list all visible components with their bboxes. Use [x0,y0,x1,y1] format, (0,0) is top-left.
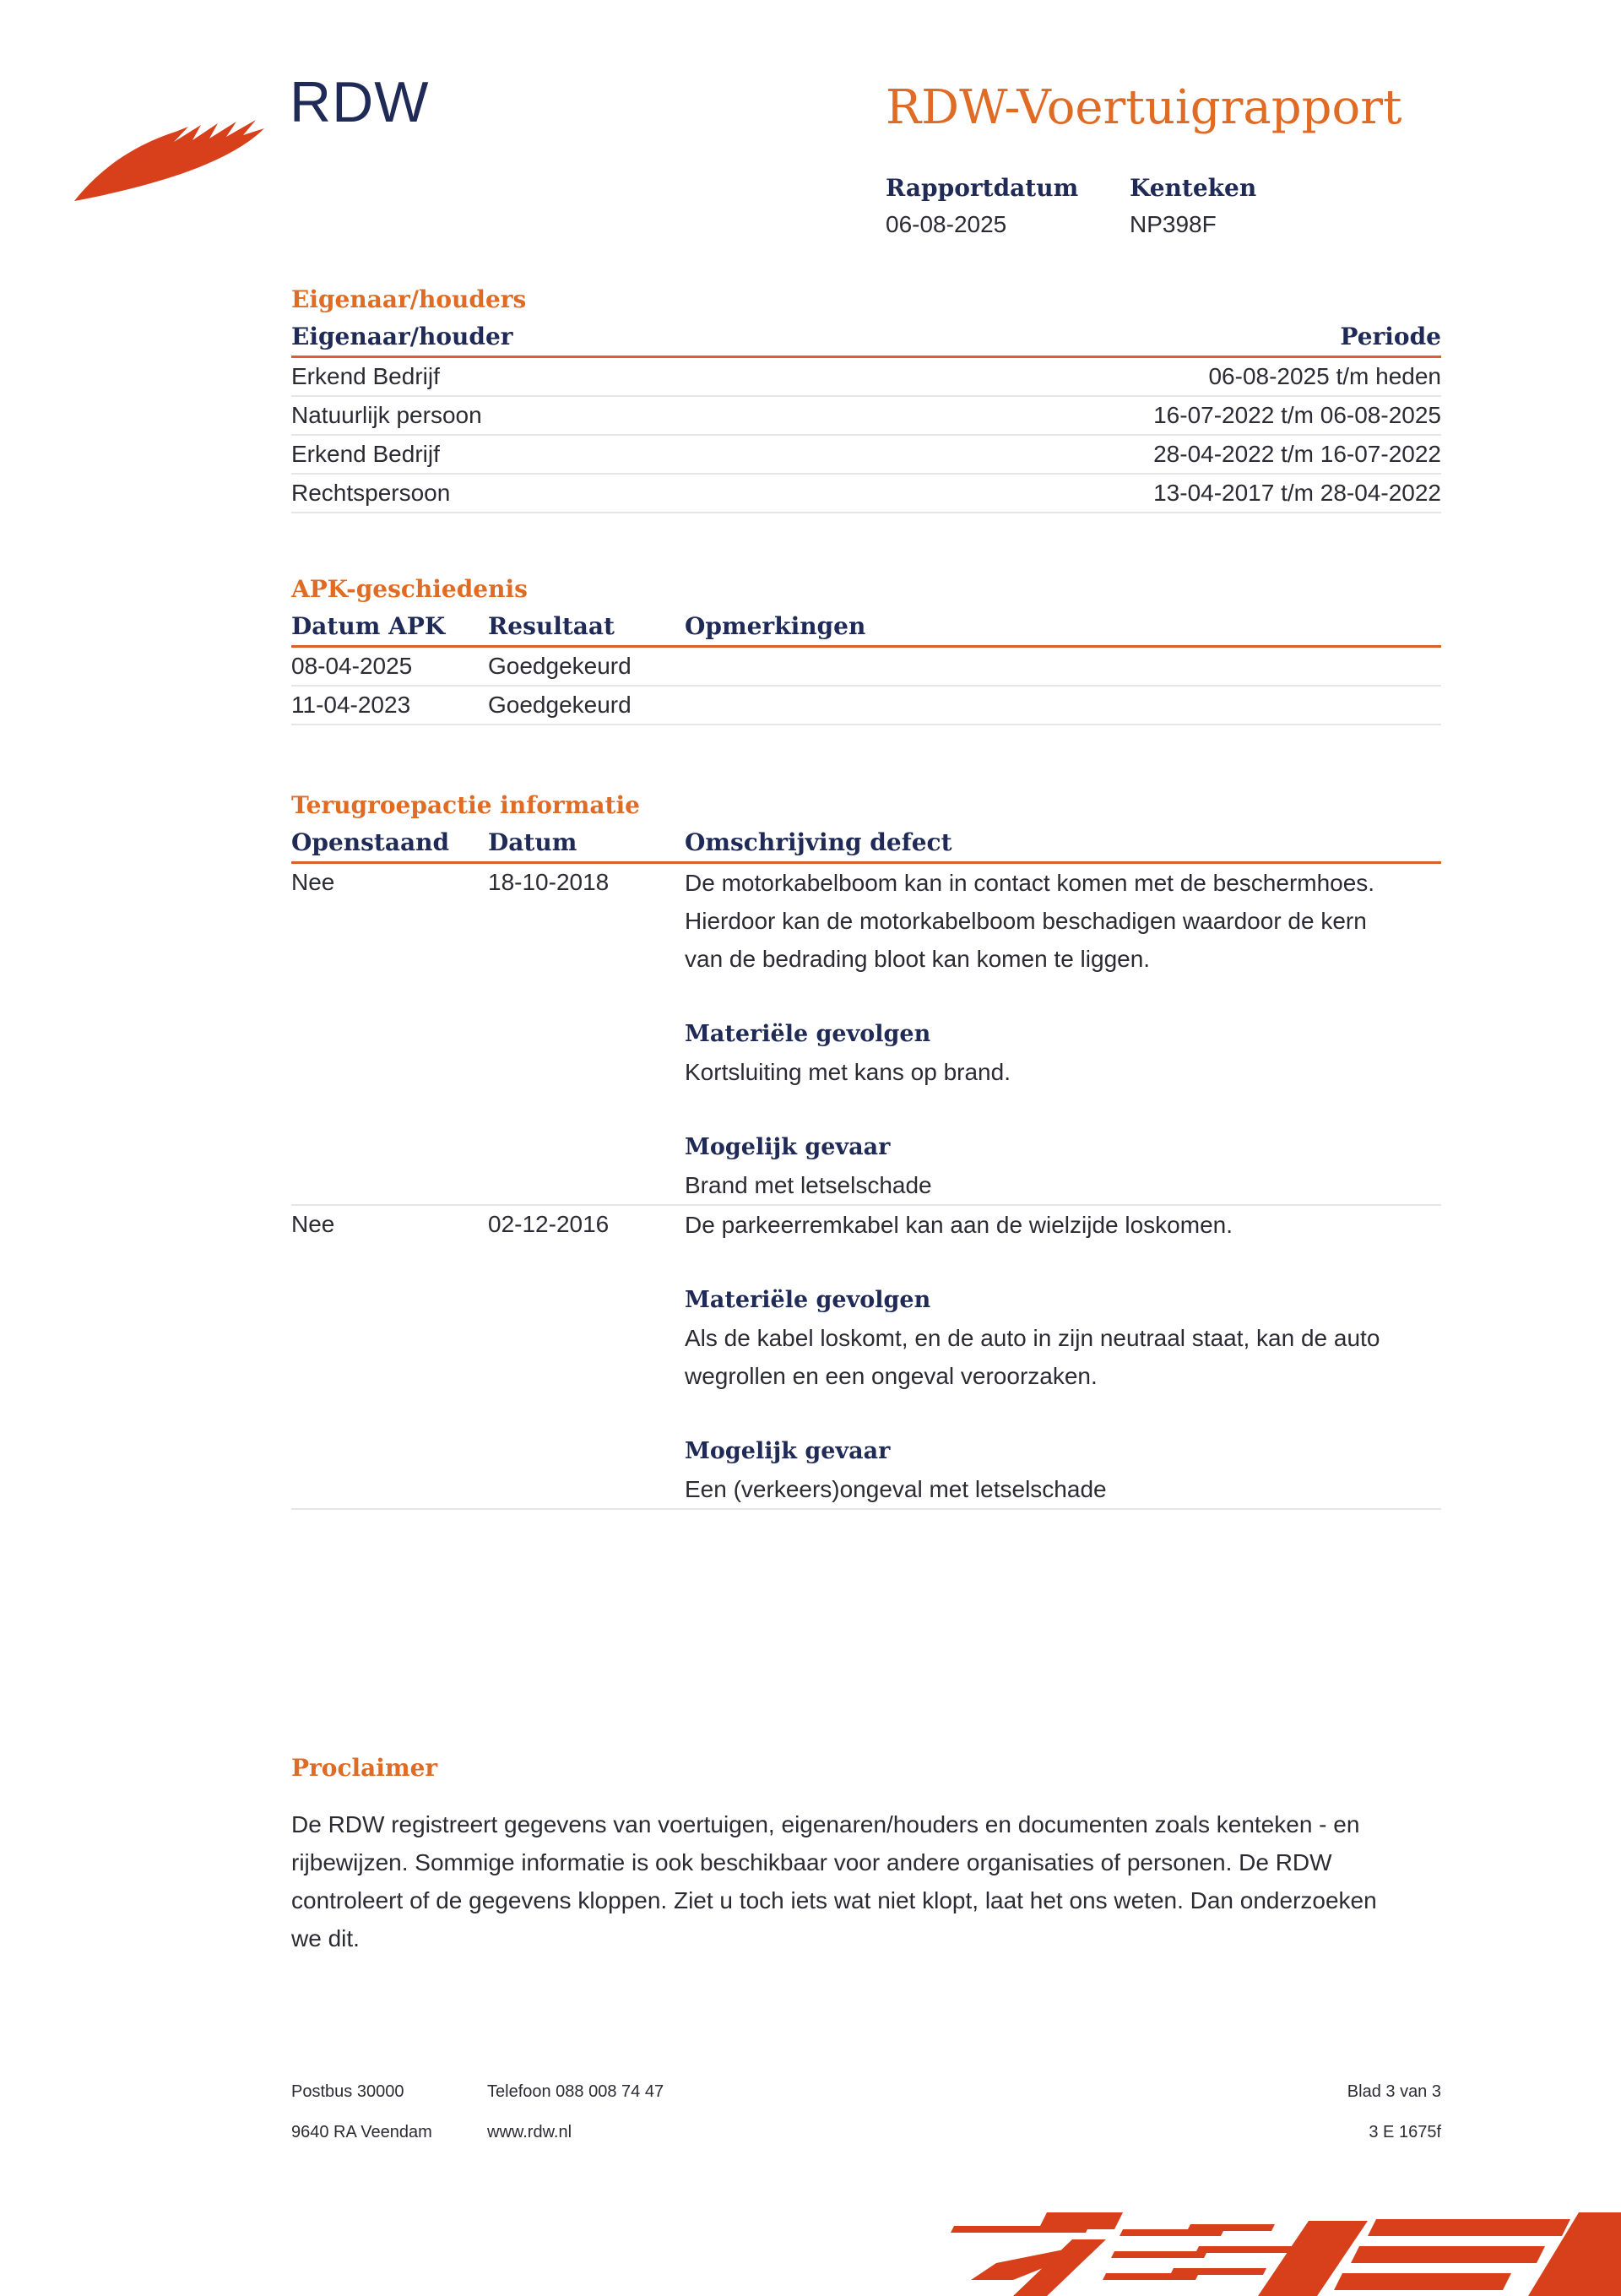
recall-table-header [291,824,1441,864]
rdw-wing-logo-icon [74,101,264,207]
recall-open: Nee [291,1211,335,1237]
footer-website[interactable]: www.rdw.nl [487,2123,572,2141]
footer-address-line-1: Postbus 30000 [291,2082,404,2101]
possible-danger-text: Brand met letselschade [685,1172,932,1198]
report-date-label: Rapportdatum [886,174,1079,202]
recall-date: 02-12-2016 [488,1211,610,1237]
apk-col-result: Resultaat [488,612,615,640]
apk-section-title: APK-geschiedenis [291,575,528,603]
report-date-value: 06-08-2025 [886,211,1007,237]
owner-period: 06-08-2025 t/m heden [1208,363,1441,389]
apk-col-date: Datum APK [291,612,446,640]
owner-period: 13-04-2017 t/m 28-04-2022 [1153,480,1441,506]
material-consequences-heading: Materiële gevolgen [685,1287,931,1313]
owner-period: 28-04-2022 t/m 16-07-2022 [1153,441,1441,467]
possible-danger-heading: Mogelijk gevaar [685,1134,891,1160]
table-row [291,436,1441,475]
material-consequences-text: Als de kabel loskomt, en de auto in zijn neutraal staat, kan de auto [685,1325,1380,1351]
owners-col-period: Periode [1340,323,1441,350]
recall-col-desc: Omschrijving defect [685,828,952,856]
owners-col-owner: Eigenaar/houder [291,323,513,350]
table-row [291,358,1441,397]
footer-phone: Telefoon 088 008 74 47 [487,2082,664,2101]
recall-section-title: Terugroepactie informatie [291,791,640,819]
proclaimer-line: rijbewijzen. Sommige informatie is ook beschikbaar voor andere organisaties of personen. De RDW [291,1849,1332,1875]
owners-table-header [291,318,1441,358]
apk-result: Goedgekeurd [488,692,632,718]
apk-date: 11-04-2023 [291,692,411,718]
apk-section [291,571,1441,725]
rdw-road-stripes-graphic [920,2196,1621,2296]
owner-type: Erkend Bedrijf [291,441,440,467]
recall-col-date: Datum [488,828,577,856]
table-row [291,687,1441,725]
plate-label: Kenteken [1130,174,1257,202]
proclaimer-line: De RDW registreert gegevens van voertuigen, eigenaren/houders en documenten zoals kenteken - en [291,1811,1360,1837]
proclaimer-title: Proclaimer [291,1754,438,1782]
plate-value: NP398F [1130,211,1217,237]
apk-col-remarks: Opmerkingen [685,612,866,640]
recall-date: 18-10-2018 [488,869,610,895]
footer-document-code: 3 E 1675f [1369,2123,1441,2141]
defect-text-line: De parkeerremkabel kan aan de wielzijde loskomen. [685,1212,1233,1238]
defect-text-line: De motorkabelboom kan in contact komen met de beschermhoes. [685,870,1375,896]
footer-address-line-2: 9640 RA Veendam [291,2123,432,2141]
owners-section [291,281,1441,513]
proclaimer-text [291,1805,1439,1957]
table-row [291,475,1441,513]
table-row [291,864,1441,1206]
apk-date: 08-04-2025 [291,653,413,679]
recall-col-open: Openstaand [291,828,450,856]
owner-type: Natuurlijk persoon [291,402,482,428]
table-row [291,1206,1441,1510]
defect-text-line: Hierdoor kan de motorkabelboom beschadigen waardoor de kern [685,908,1367,934]
material-consequences-text: wegrollen en een ongeval veroorzaken. [685,1363,1098,1389]
footer-page-number: Blad 3 van 3 [1347,2082,1441,2101]
recall-description [685,1206,1441,1508]
apk-remarks [685,687,1441,724]
proclaimer-line: we dit. [291,1925,360,1951]
table-row [291,648,1441,687]
proclaimer-line: controleert of de gegevens kloppen. Ziet u toch iets wat niet klopt, laat het ons weten. Dan onderzoeken [291,1887,1377,1913]
apk-result: Goedgekeurd [488,653,632,679]
document-title: RDW-Voertuigrapport [886,80,1402,135]
recall-open: Nee [291,869,335,895]
material-consequences-heading: Materiële gevolgen [685,1021,931,1047]
possible-danger-heading: Mogelijk gevaar [685,1438,891,1464]
owner-period: 16-07-2022 t/m 06-08-2025 [1153,402,1441,428]
material-consequences-text: Kortsluiting met kans op brand. [685,1059,1011,1085]
table-row [291,397,1441,436]
brand-name: RDW [290,70,430,134]
apk-remarks [685,648,1441,685]
possible-danger-text: Een (verkeers)ongeval met letselschade [685,1476,1107,1502]
owners-section-title: Eigenaar/houders [291,285,527,313]
defect-text-line: van de bedrading bloot kan komen te liggen. [685,946,1151,972]
owner-type: Erkend Bedrijf [291,363,440,389]
apk-table-header [291,608,1441,648]
recall-section [291,787,1441,1510]
recall-description [685,864,1441,1204]
owner-type: Rechtspersoon [291,480,451,506]
